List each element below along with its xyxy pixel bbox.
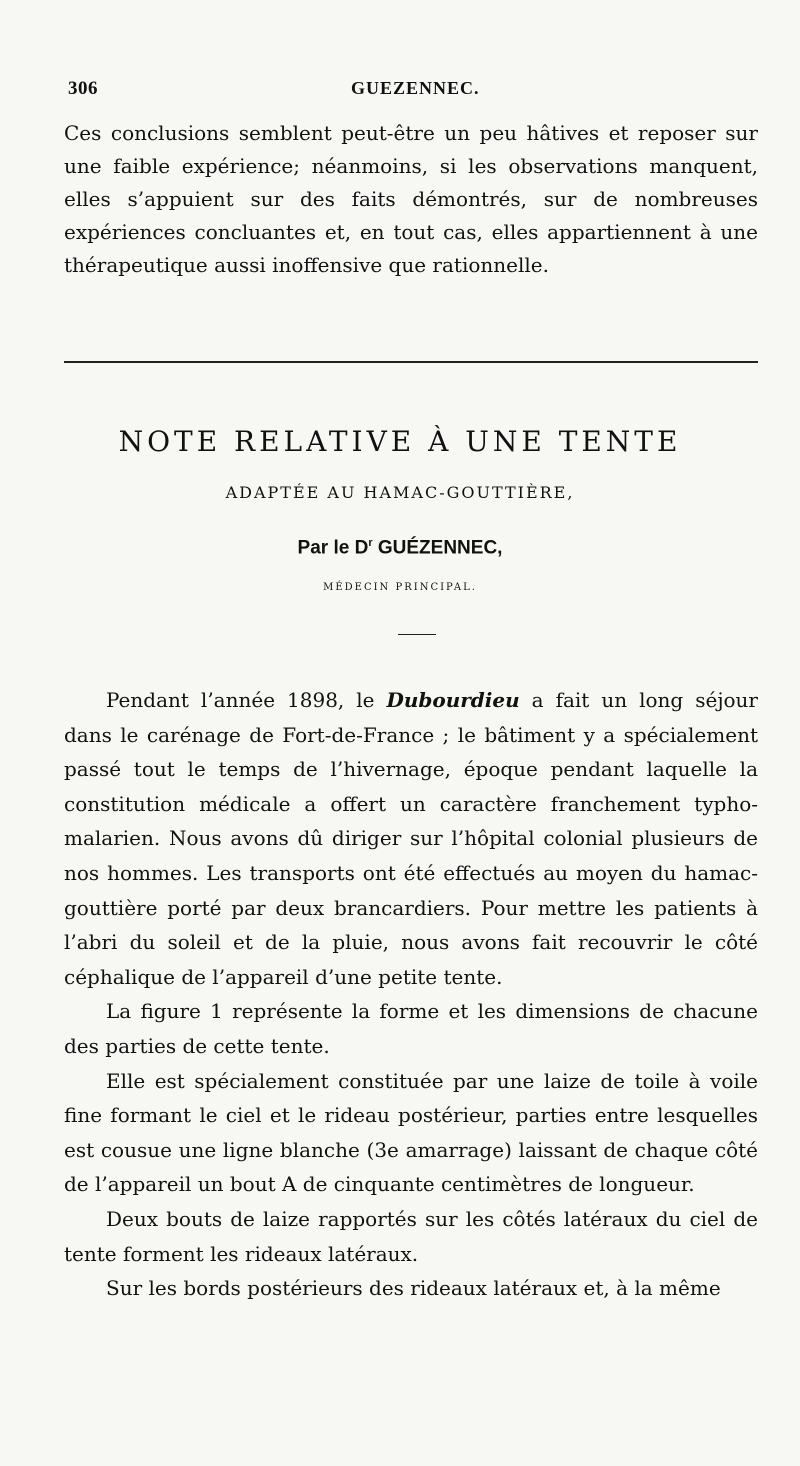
running-title: GUEZENNEC. [351, 78, 480, 98]
running-header [68, 78, 758, 104]
body-paragraph-3: Elle est spécialement constituée par une laize de toile à voile fine formant le ciel et le rideau postérieur, parties entre lesquelles est cousue une ligne blanche (3e amarrage) laissant de chaque côté de l’appareil un bout A de cinquante centimètres de longueur. [64, 1068, 758, 1197]
author-role: MÉDECIN PRINCIPAL. [323, 582, 477, 593]
byline-prefix: Par le D [297, 537, 369, 559]
intro-paragraph: Ces conclusions semblent peut-être un peu hâtives et reposer sur une faible expérience; néanmoins, si les observations manquent, elles s’appuient sur des faits démontrés, sur de nombreuses expériences concluantes et, en tout cas, elles appartiennent à une thérapeutique aussi inoffensive que rationnelle. [64, 121, 758, 277]
intro-paragraph-block [64, 117, 758, 282]
p1-after: a fait un long séjour dans le carénage de Fort-de-France ; le bâtiment y a spécialement passé tout le temps de l’hivernage, époque pendant laquelle la constitution médicale a offert un caractère franchement typho-malarien. Nous avons dû diriger sur l’hôpital colonial plusieurs de nos hommes. Les transports ont été effectués au moyen du hamac-gouttière porté par deux brancardiers. Pour mettre les patients à l’abri du soleil et de la pluie, nous avons fait recouvrir le côté céphalique de l’appareil d’une petite tente. [64, 688, 758, 989]
byline-sup: r [368, 537, 373, 549]
body-paragraph-2: La figure 1 représente la forme et les dimensions de chacune des parties de cette tente. [64, 999, 758, 1058]
body-paragraph-5: Sur les bords postérieurs des rideaux latéraux et, à la même [106, 1276, 721, 1301]
section-divider [64, 361, 758, 363]
body-paragraph-1 [64, 683, 758, 994]
body-paragraph-4: Deux bouts de laize rapportés sur les côtés latéraux du ciel de tente forment les rideaux latéraux. [64, 1206, 758, 1266]
article-subtitle: ADAPTÉE AU HAMAC-GOUTTIÈRE, [225, 483, 575, 502]
page-number: 306 [68, 78, 98, 99]
author-name: GUÉZENNEC, [377, 537, 503, 559]
byline [0, 537, 800, 559]
article-title: NOTE RELATIVE À UNE TENTE [118, 425, 682, 458]
p1-before: Pendant l’année 1898, le [106, 688, 387, 712]
ship-name: Dubourdieu [386, 688, 520, 712]
title-separator [398, 634, 436, 635]
article-body [64, 683, 758, 1306]
